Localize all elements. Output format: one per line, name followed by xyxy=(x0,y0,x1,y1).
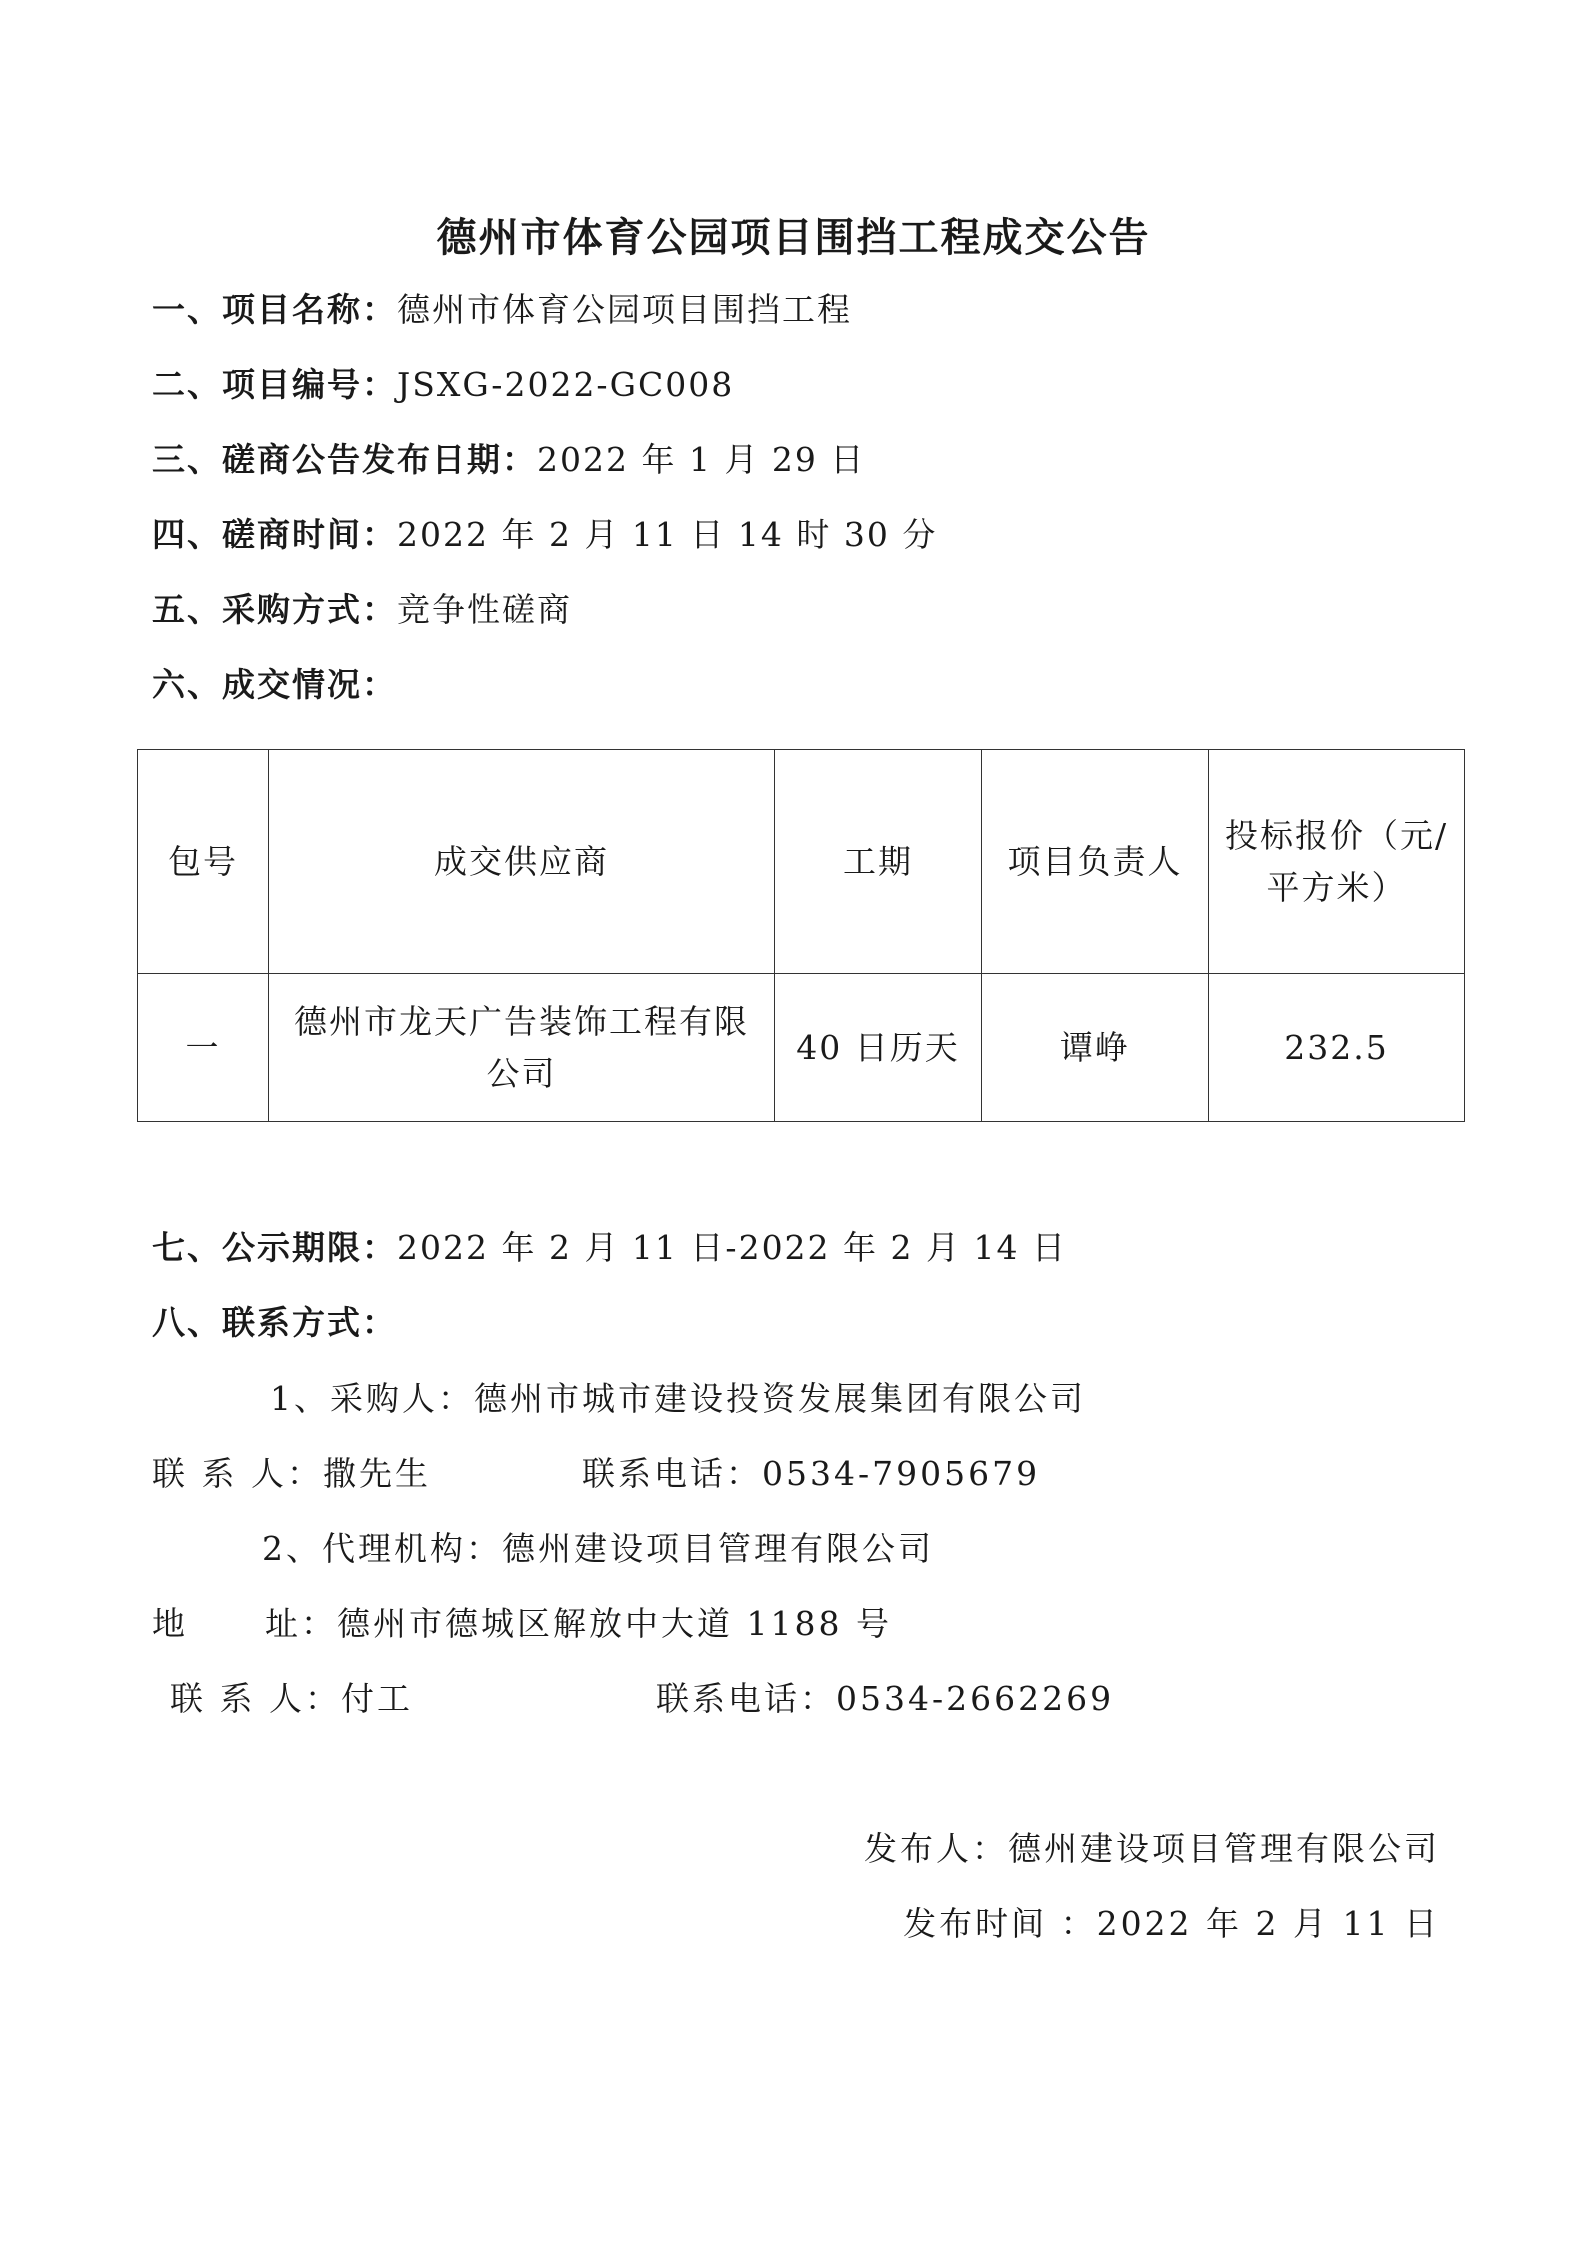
publisher: 发布人：德州建设项目管理有限公司 xyxy=(864,1829,1440,1868)
result-table xyxy=(137,749,1465,1122)
header-manager: 项目负责人 xyxy=(982,750,1209,974)
address-value: 址：德州市德城区解放中大道 1188 号 xyxy=(265,1604,892,1643)
announce-date-value: 2022 年 1 月 29 日 xyxy=(537,440,866,479)
header-supplier: 成交供应商 xyxy=(269,750,775,974)
consult-time-line xyxy=(152,512,937,558)
table-row xyxy=(138,974,1465,1122)
result-heading-label: 六、成交情况： xyxy=(152,665,397,704)
cell-manager: 谭峥 xyxy=(982,974,1209,1122)
cell-package: 一 xyxy=(138,974,269,1122)
announce-date-label: 三、磋商公告发布日期： xyxy=(152,440,537,479)
project-name-label: 一、项目名称： xyxy=(152,290,397,329)
table-header-row xyxy=(138,750,1465,974)
project-number-value: JSXG-2022-GC008 xyxy=(397,365,735,404)
cell-supplier: 德州市龙天广告装饰工程有限公司 xyxy=(269,974,775,1122)
agency-line: 2、代理机构：德州建设项目管理有限公司 xyxy=(262,1529,934,1568)
procurement-method-value: 竞争性磋商 xyxy=(397,590,572,629)
header-package: 包号 xyxy=(138,750,269,974)
page-title: 德州市体育公园项目围挡工程成交公告 xyxy=(436,215,1151,261)
publicity-line xyxy=(152,1225,1067,1271)
address-label: 地 xyxy=(152,1604,188,1643)
procurement-method-label: 五、采购方式： xyxy=(152,590,397,629)
announce-date-line xyxy=(152,437,865,483)
buyer-phone: 联系电话：0534-7905679 xyxy=(582,1454,1041,1493)
project-number-line xyxy=(152,362,734,408)
contact-heading-label: 八、联系方式： xyxy=(152,1303,397,1342)
publicity-label: 七、公示期限： xyxy=(152,1228,397,1267)
buyer-line: 1、采购人：德州市城市建设投资发展集团有限公司 xyxy=(270,1379,1086,1418)
publicity-value: 2022 年 2 月 11 日-2022 年 2 月 14 日 xyxy=(397,1228,1067,1267)
cell-price: 232.5 xyxy=(1209,974,1465,1122)
agency-phone: 联系电话：0534-2662269 xyxy=(656,1679,1115,1718)
project-number-label: 二、项目编号： xyxy=(152,365,397,404)
buyer-contact: 联 系 人：撒先生 xyxy=(152,1454,431,1493)
header-duration: 工期 xyxy=(775,750,982,974)
project-name-value: 德州市体育公园项目围挡工程 xyxy=(397,290,852,329)
header-price: 投标报价（元/平方米） xyxy=(1209,750,1465,974)
publish-date: 发布时间 ：2022 年 2 月 11 日 xyxy=(903,1904,1440,1943)
procurement-method-line xyxy=(152,587,572,633)
agency-contact: 联 系 人：付工 xyxy=(170,1679,413,1718)
project-name-line xyxy=(152,287,852,333)
contact-heading-line xyxy=(152,1300,397,1346)
cell-duration: 40 日历天 xyxy=(775,974,982,1122)
result-heading-line xyxy=(152,662,397,708)
consult-time-label: 四、磋商时间： xyxy=(152,515,397,554)
consult-time-value: 2022 年 2 月 11 日 14 时 30 分 xyxy=(397,515,938,554)
